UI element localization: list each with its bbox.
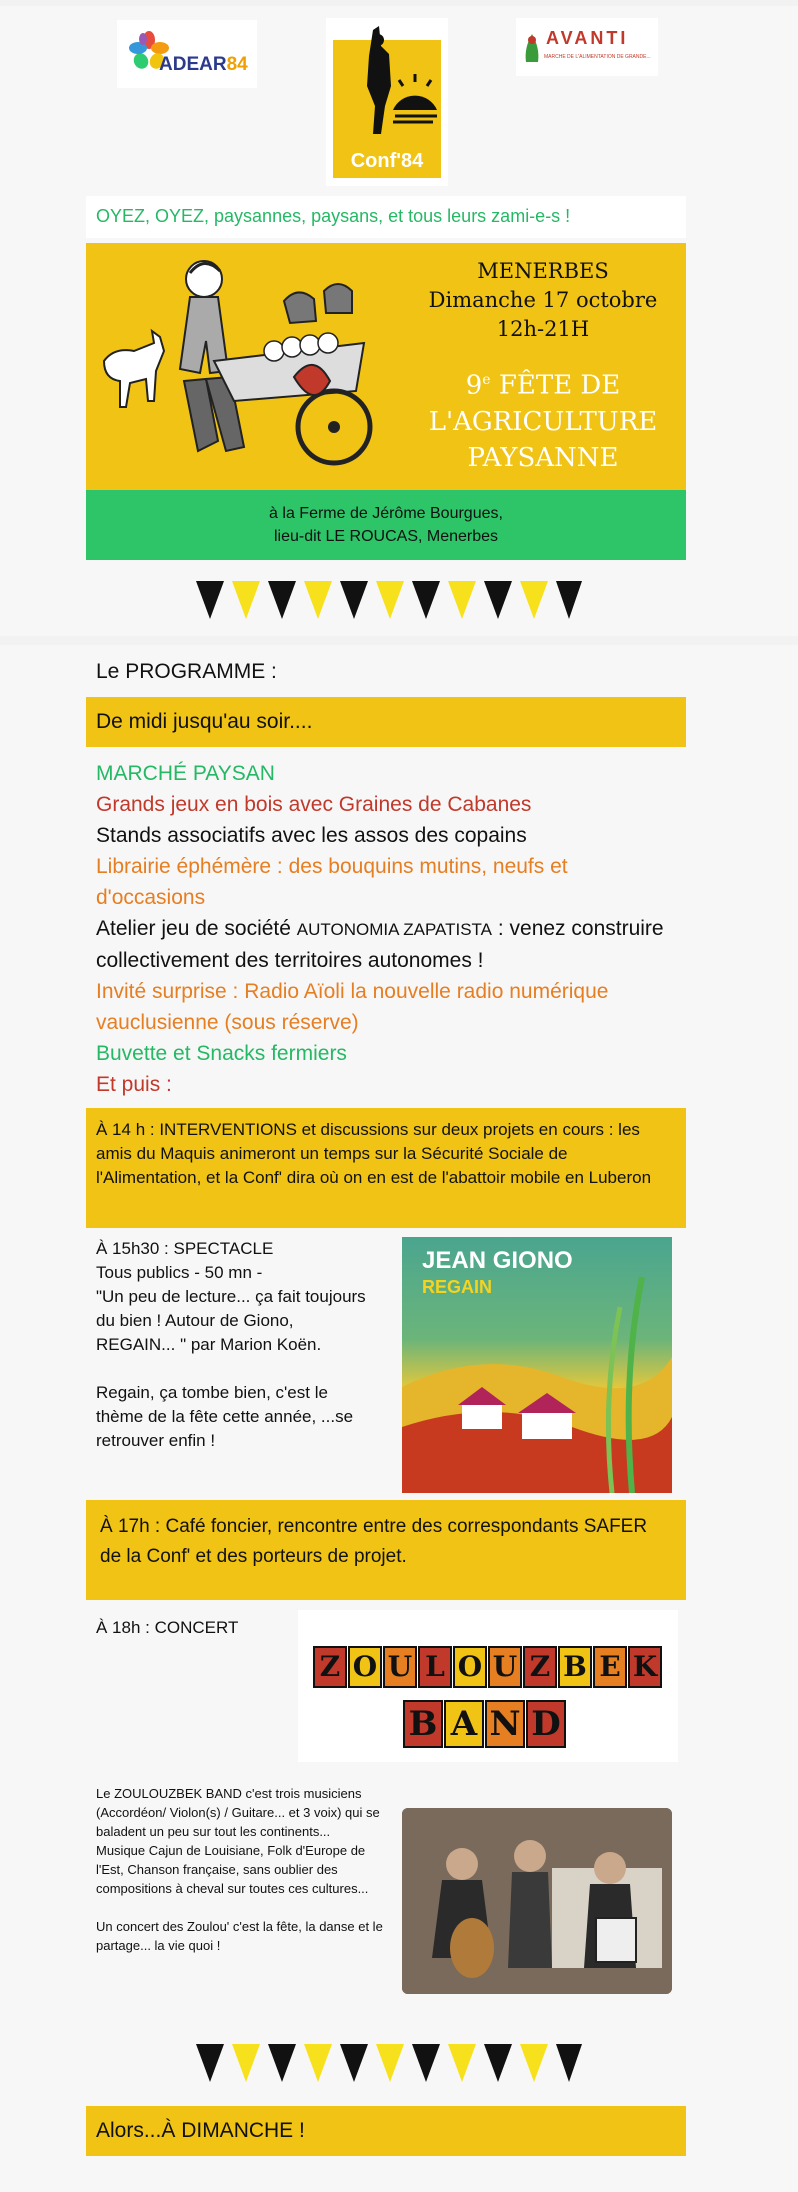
event-banner <box>86 243 686 490</box>
book-title: REGAIN <box>422 1277 493 1297</box>
avanti-text: AVANTI <box>546 28 629 48</box>
avanti-logo-icon <box>522 28 542 64</box>
band-photo-icon <box>402 1808 672 1994</box>
edition-sup: e <box>482 372 491 388</box>
item-marche: MARCHÉ PAYSAN <box>96 762 275 785</box>
spectacle-line-2: Tous publics - 50 mn - <box>96 1263 263 1282</box>
event-city: MENERBES <box>477 259 609 283</box>
spectacle-block <box>86 1237 686 1493</box>
farmer-wheelbarrow-icon <box>94 251 384 481</box>
item-etpuis: Et puis : <box>96 1073 172 1096</box>
book-author: JEAN GIONO <box>422 1247 573 1274</box>
adear-text: ADEAR <box>159 54 227 75</box>
spectacle-line-1: À 15h30 : SPECTACLE <box>96 1239 274 1258</box>
band-letter-tile: B <box>558 1646 592 1688</box>
concert-desc-1: Le ZOULOUZBEK BAND c'est trois musiciens (Accordéon/ Violon(s) / Guitare... et 3 voix) qui se baladent un peu sur tout les continents... <box>96 1786 380 1839</box>
interventions-text: À 14 h : INTERVENTIONS et discussions sur deux projets en cours : les amis du Maquis animeront un temps sur la Sécurité Sociale de l'Alimentation, et la Conf' dira où on en est de l'abattoir mobile en Luberon <box>96 1120 652 1187</box>
band-letter-tile: O <box>453 1646 487 1688</box>
band-letter-tile: L <box>418 1646 452 1688</box>
place-line-2: lieu-dit LE ROUCAS, Menerbes <box>273 528 499 545</box>
oyez-banner <box>86 196 686 238</box>
band-logo[interactable] <box>298 1610 678 1762</box>
programme-list <box>86 758 686 1100</box>
farmer-sun-icon <box>333 26 441 136</box>
title-line-2: L'AGRICULTURE <box>428 406 658 437</box>
interventions-block <box>86 1108 686 1228</box>
event-date: Dimanche 17 octobre <box>428 288 658 312</box>
programme-title-block <box>86 650 686 698</box>
conf84-logo[interactable] <box>326 18 448 186</box>
band-letter-tile: B <box>403 1700 443 1748</box>
atelier-a: Atelier jeu de société <box>96 917 297 940</box>
event-hours: 12h-21H <box>496 317 590 341</box>
final-text: Alors...À DIMANCHE ! <box>96 2119 305 2142</box>
final-bar <box>86 2106 686 2156</box>
programme-subtitle-bar <box>86 697 686 747</box>
avanti-subtext: MARCHÉ DE L'ALIMENTATION DE GRANDE... <box>544 54 651 60</box>
band-letter-tile: N <box>485 1700 525 1748</box>
conf84-text: Conf'84 <box>350 150 424 172</box>
event-title <box>418 362 668 476</box>
programme-title: Le PROGRAMME : <box>96 660 277 683</box>
regain-book-cover[interactable] <box>402 1237 672 1493</box>
atelier-b: AUTONOMIA ZAPATISTA <box>296 920 493 939</box>
location-bar <box>86 490 686 560</box>
edition-num: 9 <box>465 370 483 401</box>
adear-num: 84 <box>226 54 248 75</box>
item-stands: Stands associatifs avec les assos des copains <box>96 824 527 847</box>
bunting-bottom <box>196 2042 582 2084</box>
concert-desc-3: Un concert des Zoulou' c'est la fête, la danse et le partage... la vie quoi ! <box>96 1919 383 1953</box>
band-letter-tile: U <box>488 1646 522 1688</box>
spectacle-line-3: "Un peu de lecture... ça fait toujours du bien ! Autour de Giono, REGAIN... " par Marion Koën. <box>96 1287 366 1354</box>
cafe-text: À 17h : Café foncier, rencontre entre des correspondants SAFER de la Conf' et des porteurs de projet. <box>100 1516 648 1567</box>
atelier-c: : venez construire collectivement des territoires autonomes ! <box>96 917 664 972</box>
band-word-2 <box>403 1700 567 1748</box>
place-line-1: à la Ferme de Jérôme Bourgues, <box>269 505 503 522</box>
band-letter-tile: Z <box>313 1646 347 1688</box>
title-line-1: FÊTE DE <box>498 370 621 401</box>
band-letter-tile: K <box>628 1646 662 1688</box>
concert-desc-2: Musique Cajun de Louisiane, Folk d'Europe de l'Est, Chanson française, sans oublier des compositions à cheval sur toutes ces cultures... <box>96 1843 369 1896</box>
spectacle-line-4: Regain, ça tombe bien, c'est le thème de la fête cette année, ...se retrouver enfin ! <box>96 1383 354 1450</box>
band-photo[interactable] <box>402 1808 672 1994</box>
band-word-1 <box>313 1646 663 1688</box>
concert-block <box>86 1610 686 2010</box>
band-letter-tile: A <box>444 1700 484 1748</box>
band-letter-tile: D <box>526 1700 566 1748</box>
bunting-top <box>196 579 582 621</box>
avanti-logo[interactable] <box>516 18 658 76</box>
event-info <box>418 257 668 476</box>
adear-logo[interactable] <box>117 20 257 88</box>
band-letter-tile: Z <box>523 1646 557 1688</box>
concert-description <box>96 1784 386 1955</box>
concert-label: À 18h : CONCERT <box>96 1618 239 1637</box>
item-jeux: Grands jeux en bois avec Graines de Cabanes <box>96 793 532 816</box>
band-letter-tile: O <box>348 1646 382 1688</box>
programme-subtitle: De midi jusqu'au soir.... <box>96 710 313 733</box>
item-buvette: Buvette et Snacks fermiers <box>96 1042 347 1065</box>
cafe-block <box>86 1500 686 1600</box>
title-line-3: PAYSANNE <box>467 442 619 473</box>
regain-landscape-icon <box>402 1237 672 1493</box>
band-letter-tile: U <box>383 1646 417 1688</box>
oyez-text: OYEZ, OYEZ, paysannes, paysans, et tous leurs zami-e-s ! <box>96 206 571 226</box>
item-invite: Invité surprise : Radio Aïoli la nouvelle radio numérique vauclusienne (sous réserve) <box>96 980 609 1034</box>
spectacle-text <box>96 1237 386 1453</box>
band-letter-tile: E <box>593 1646 627 1688</box>
item-librairie: Librairie éphémère : des bouquins mutins, neufs et d'occasions <box>96 855 568 909</box>
item-atelier <box>96 913 676 976</box>
